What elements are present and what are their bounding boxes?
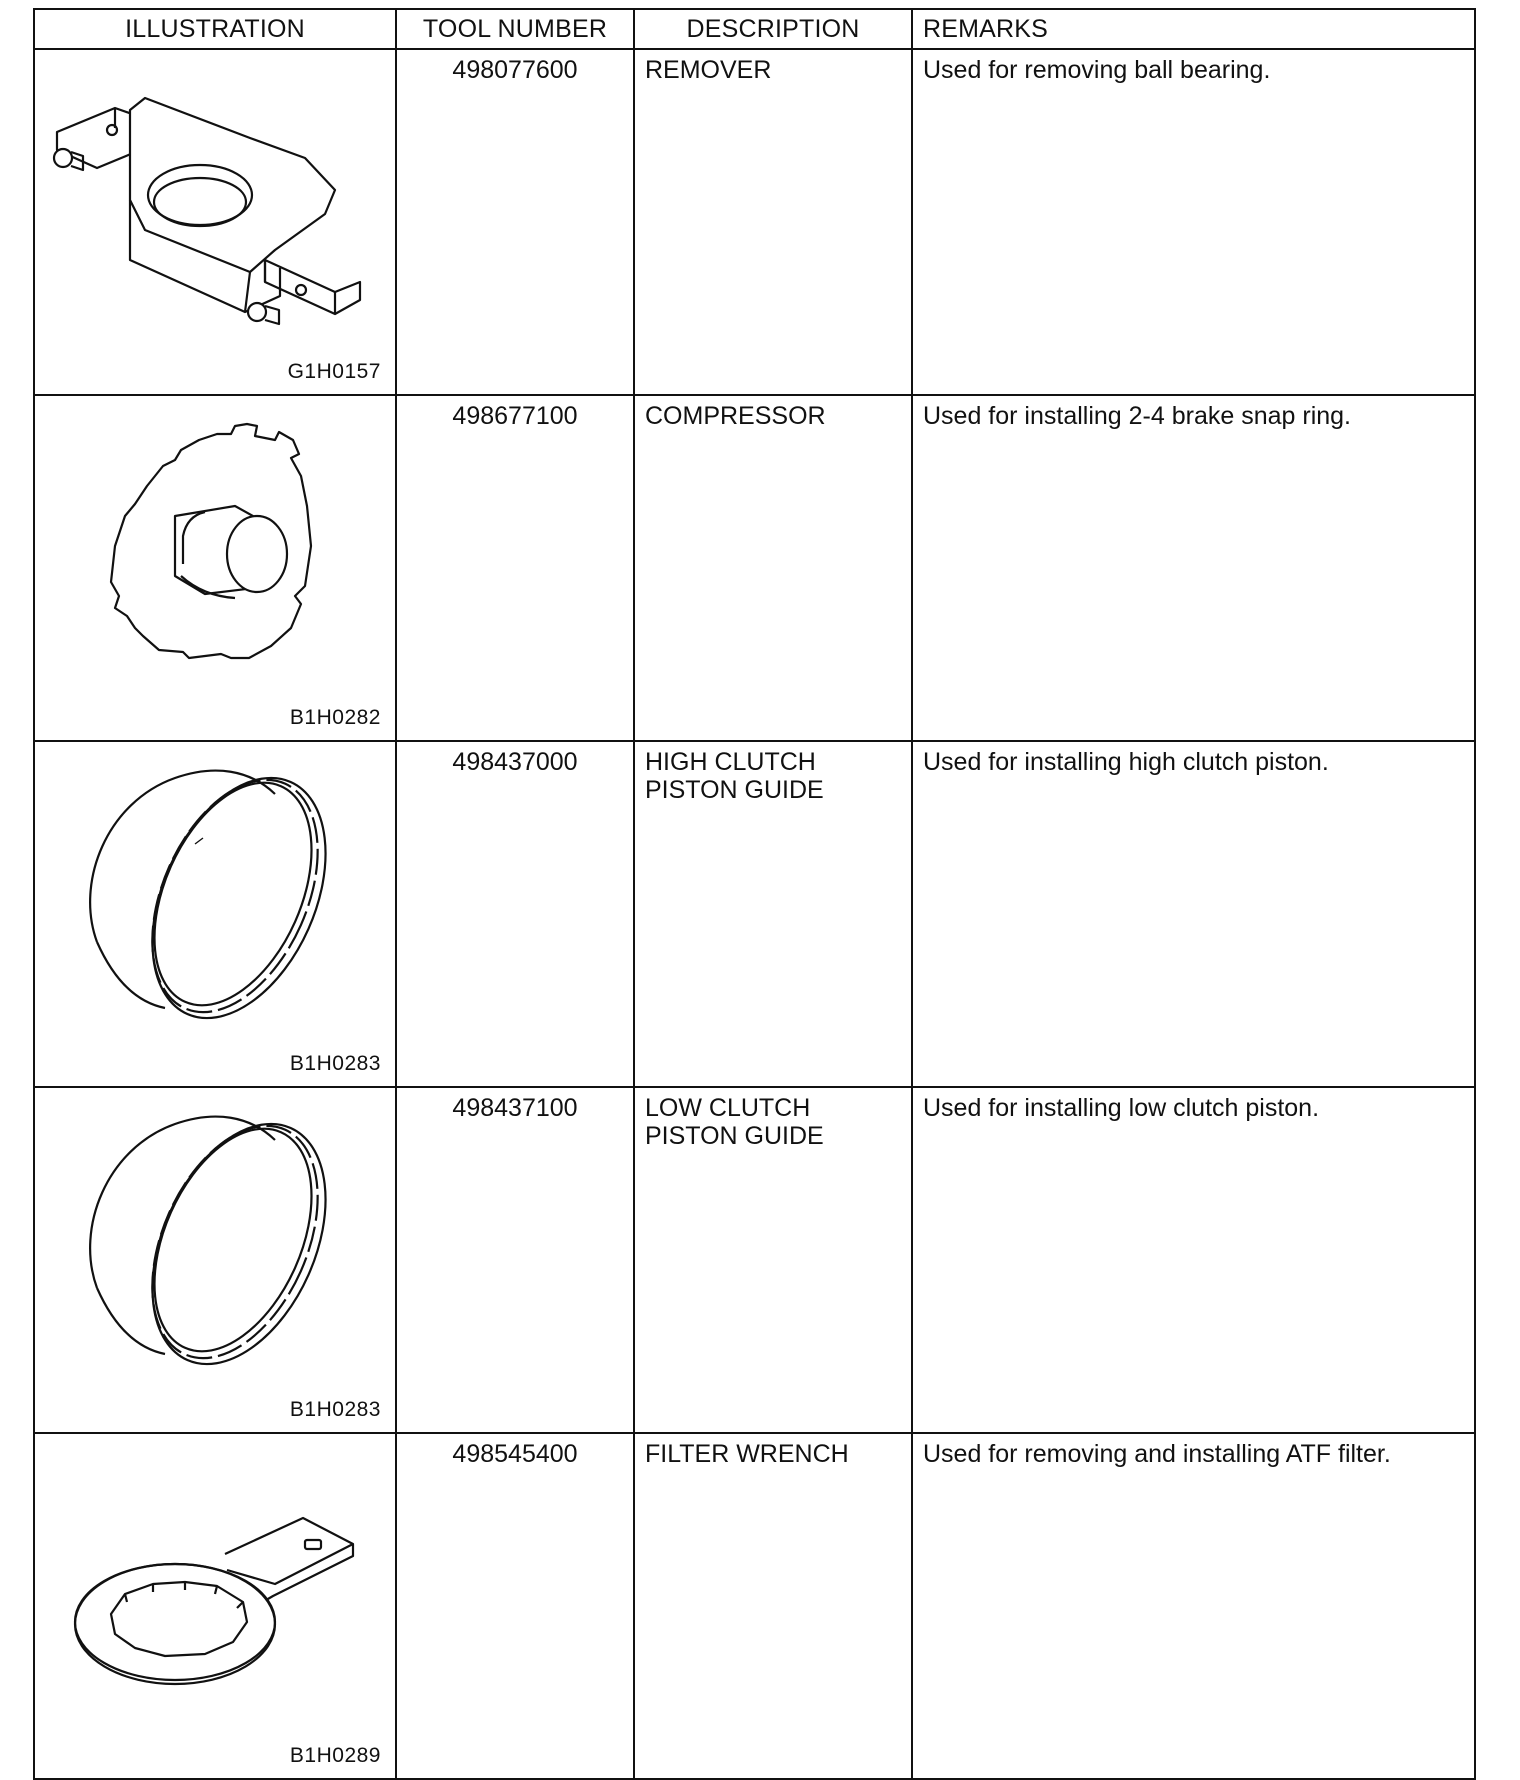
header-tool-number: TOOL NUMBER: [396, 9, 634, 49]
filter-wrench-icon: [35, 1434, 397, 1734]
illustration-cell: [34, 49, 396, 395]
header-description: DESCRIPTION: [634, 9, 912, 49]
piston-guide-ring-icon: [35, 1088, 397, 1388]
description-line: PISTON GUIDE: [645, 776, 824, 804]
description-line: PISTON GUIDE: [645, 1122, 824, 1150]
table-row: [34, 1087, 1475, 1433]
description-line: LOW CLUTCH: [645, 1094, 811, 1122]
tool-number: 498677100: [396, 395, 634, 741]
table-row: [34, 1433, 1475, 1779]
remover-tool-icon: [35, 50, 397, 350]
table-row: [34, 49, 1475, 395]
description-line: COMPRESSOR: [645, 402, 826, 430]
illustration-code: G1H0157: [287, 360, 381, 383]
illustration-cell: [34, 741, 396, 1087]
illustration-cell: [34, 395, 396, 741]
tool-number: 498437100: [396, 1087, 634, 1433]
description: [634, 49, 912, 395]
remarks: Used for installing 2-4 brake snap ring.: [912, 395, 1475, 741]
tool-number: 498077600: [396, 49, 634, 395]
description: [634, 1087, 912, 1433]
header-illustration: ILLUSTRATION: [34, 9, 396, 49]
remarks: Used for installing low clutch piston.: [912, 1087, 1475, 1433]
remarks: Used for installing high clutch piston.: [912, 741, 1475, 1087]
remarks: Used for removing and installing ATF filter.: [912, 1433, 1475, 1779]
special-tools-table: [33, 8, 1476, 1780]
illustration-cell: [34, 1087, 396, 1433]
table-row: [34, 741, 1475, 1087]
illustration-code: B1H0289: [289, 1744, 381, 1767]
table-row: [34, 395, 1475, 741]
illustration-cell: [34, 1433, 396, 1779]
tool-number: 498437000: [396, 741, 634, 1087]
description-line: HIGH CLUTCH: [645, 748, 816, 776]
illustration-code: B1H0283: [289, 1398, 381, 1421]
tool-number: 498545400: [396, 1433, 634, 1779]
remarks: Used for removing ball bearing.: [912, 49, 1475, 395]
compressor-tool-icon: [35, 396, 397, 696]
description: [634, 1433, 912, 1779]
description-line: REMOVER: [645, 56, 772, 84]
illustration-code: B1H0283: [289, 1052, 381, 1075]
description: [634, 741, 912, 1087]
table-header-row: [34, 9, 1475, 49]
piston-guide-ring-icon: [35, 742, 397, 1042]
header-remarks: REMARKS: [912, 9, 1475, 49]
description: [634, 395, 912, 741]
description-line: FILTER WRENCH: [645, 1440, 849, 1468]
illustration-code: B1H0282: [289, 706, 381, 729]
